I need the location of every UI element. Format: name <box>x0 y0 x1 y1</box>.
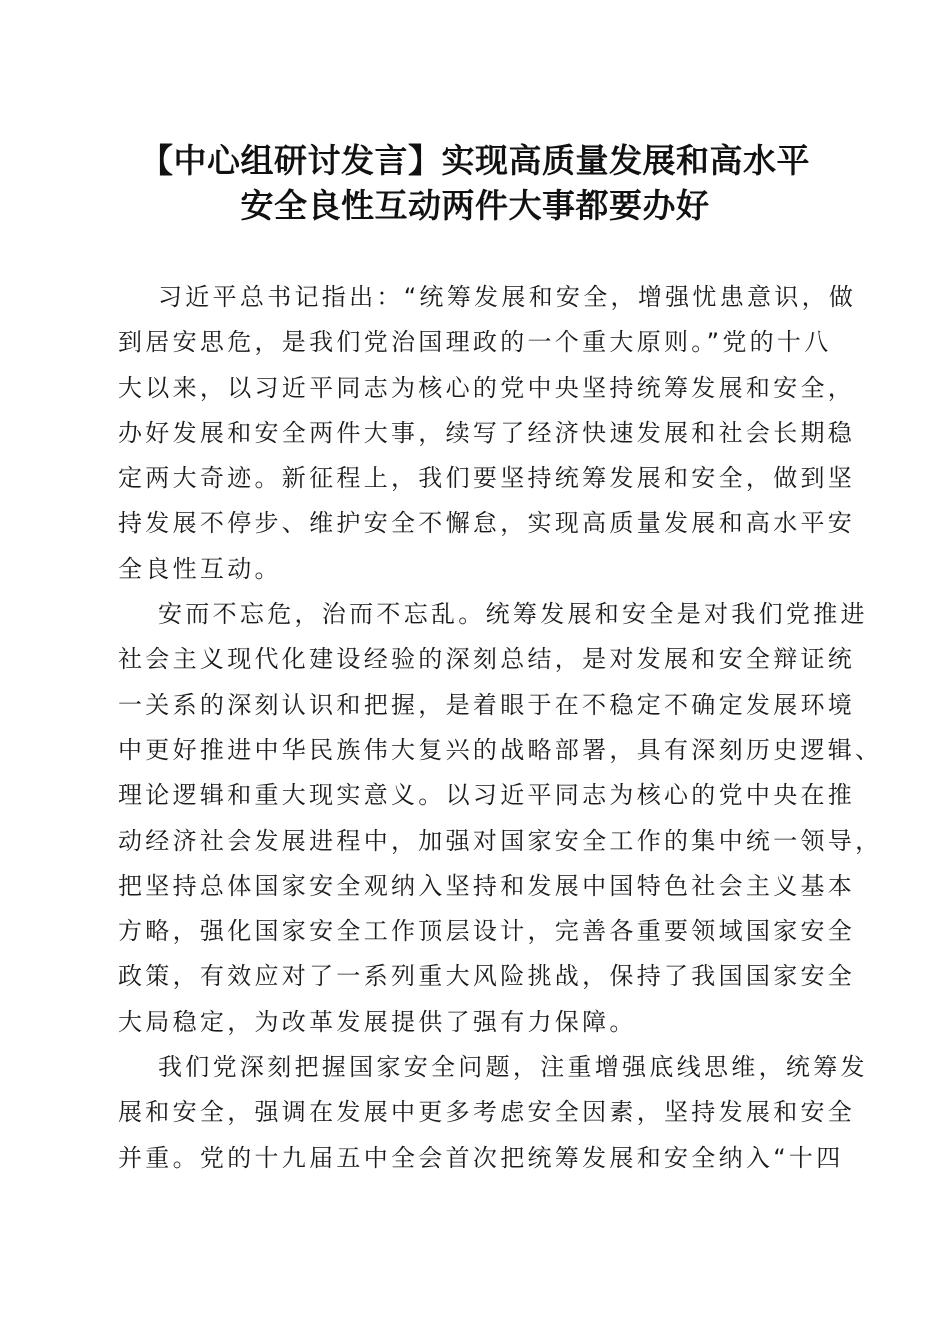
paragraph-line: 展和安全，强调在发展中更多考虑安全因素，坚持发展和安全 <box>118 1098 856 1127</box>
document-body <box>118 275 883 1181</box>
paragraph-line: 一关系的深刻认识和把握，是着眼于在不稳定不确定发展环境 <box>118 690 856 719</box>
paragraph-line: 大以来，以习近平同志为核心的党中央坚持统筹发展和安全， <box>118 373 856 402</box>
paragraph-line: 办好发展和安全两件大事，续写了经济快速发展和社会长期稳 <box>118 418 856 447</box>
paragraph-line: 持发展不停步、维护安全不懈怠，实现高质量发展和高水平安 <box>118 509 856 538</box>
paragraph-1 <box>118 275 857 592</box>
paragraph-line: 并重。党的十九届五中全会首次把统筹发展和安全纳入“十四 <box>118 1143 844 1172</box>
paragraph-line: 定两大奇迹。新征程上，我们要坚持统筹发展和安全，做到坚 <box>118 464 856 493</box>
paragraph-line: 政策，有效应对了一系列重大风险挑战，保持了我国国家安全 <box>118 962 856 991</box>
paragraph-line: 我们党深刻把握国家安全问题，注重增强底线思维，统筹发 <box>158 1053 868 1082</box>
paragraph-line: 全良性互动。 <box>118 554 282 583</box>
document-title <box>90 138 860 228</box>
paragraph-2 <box>118 592 883 1045</box>
paragraph-3 <box>118 1045 868 1181</box>
paragraph-line: 安而不忘危，治而不忘乱。统筹发展和安全是对我们党推进 <box>158 600 868 629</box>
paragraph-line: 把坚持总体国家安全观纳入坚持和发展中国特色社会主义基本 <box>118 871 856 900</box>
paragraph-line: 理论逻辑和重大现实意义。以习近平同志为核心的党中央在推 <box>118 781 856 810</box>
paragraph-line: 习近平总书记指出：“统筹发展和安全，增强忧患意识，做 <box>158 283 857 311</box>
paragraph-line: 到居安思危，是我们党治国理政的一个重大原则。”党的十八 <box>118 328 832 357</box>
title-line-2: 安全良性互动两件大事都要办好 <box>240 186 710 225</box>
paragraph-line: 动经济社会发展进程中，加强对国家安全工作的集中统一领导， <box>118 826 883 855</box>
paragraph-line: 大局稳定，为改革发展提供了强有力保障。 <box>118 1007 637 1036</box>
paragraph-line: 方略，强化国家安全工作顶层设计，完善各重要领域国家安全 <box>118 917 856 946</box>
paragraph-line: 社会主义现代化建设经验的深刻总结，是对发展和安全辩证统 <box>118 645 856 674</box>
paragraph-line: 中更好推进中华民族伟大复兴的战略部署，具有深刻历史逻辑、 <box>118 735 883 764</box>
title-line-1: 【中心组研讨发言】实现高质量发展和高水平 <box>140 141 810 180</box>
